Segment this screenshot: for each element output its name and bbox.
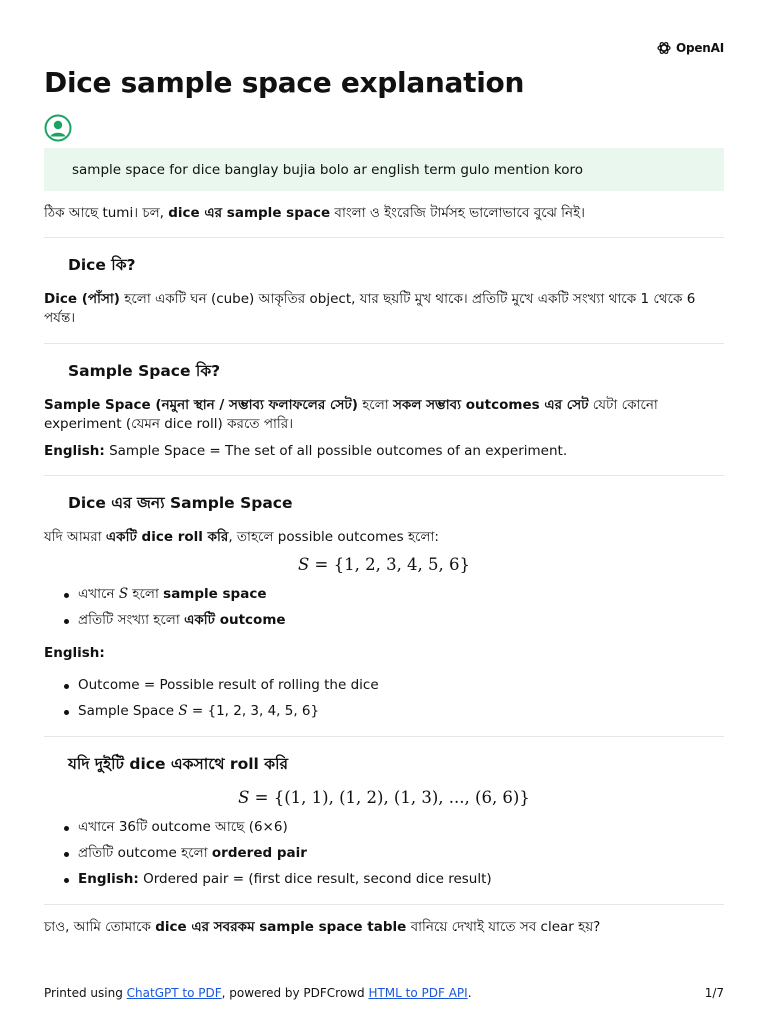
footer-credit: [44, 986, 472, 1000]
dice-definition: [44, 290, 724, 328]
text: = {1, 2, 3, 4, 5, 6}: [187, 703, 320, 719]
dice-definition-text: হলো একটি ঘন (cube) আকৃতির object, যার ছয়টি মুখ থাকে। প্রতিটি মুখে একটি সংখ্যা থাকে 1 থেকে 6 পর্যন্ত।: [44, 291, 696, 326]
sample-space-definition: [44, 396, 724, 434]
text: .: [467, 986, 472, 1000]
page-number: 1/7: [704, 986, 724, 1000]
formula-set: = {(1, 1), (1, 2), (1, 3), ..., (6, 6)}: [249, 788, 530, 807]
text: প্রতিটি সংখ্যা হলো: [78, 612, 185, 628]
assistant-response: [44, 200, 724, 937]
two-dice-formula: [44, 788, 724, 807]
html-to-pdf-api-link[interactable]: HTML to PDF API: [368, 986, 468, 1000]
divider: [44, 343, 724, 344]
text: যদি আমরা: [44, 529, 106, 545]
openai-logo-icon: [656, 40, 672, 56]
single-dice-list: [44, 585, 724, 630]
english-text: Sample Space = The set of all possible outcomes of an experiment.: [104, 443, 568, 459]
openai-brand: [656, 40, 724, 56]
math-variable: S: [118, 586, 129, 602]
section-heading-dice-sample-space: Dice এর জন্য Sample Space: [68, 494, 293, 512]
bold-text: dice এর সবরকম sample space table: [155, 919, 407, 935]
text: , powered by PDFCrowd: [221, 986, 369, 1000]
list-item: [44, 702, 724, 721]
divider: [44, 736, 724, 737]
list-item: এখানে 36টি outcome আছে (6×6): [44, 818, 724, 837]
math-variable: S: [178, 703, 188, 719]
formula-set: = {1, 2, 3, 4, 5, 6}: [309, 555, 471, 574]
user-avatar-icon: [44, 114, 72, 142]
list-item: [44, 844, 724, 863]
outcomes-set-term: সকল সম্ভাব্য outcomes এর সেট: [393, 397, 589, 413]
single-roll-paragraph: [44, 528, 724, 547]
single-roll-bold: একটি dice roll করি: [105, 529, 229, 545]
english-label: English:: [44, 645, 105, 661]
list-item: Outcome = Possible result of rolling the dice: [44, 676, 724, 695]
user-prompt: [44, 148, 724, 191]
text: এখানে: [78, 586, 119, 602]
intro-paragraph: [44, 204, 724, 223]
closing-paragraph: [44, 918, 724, 937]
text: Ordered pair = (first dice result, second dice result): [138, 871, 492, 887]
intro-text-end: বাংলা ও ইংরেজি টার্মসহ ভালোভাবে বুঝে নিই।: [330, 205, 585, 221]
brand-name: OpenAI: [675, 41, 724, 55]
text: Printed using: [44, 986, 127, 1000]
user-prompt-text: sample space for dice banglay bujia bolo ar english term gulo mention koro: [72, 161, 584, 178]
english-label: English:: [44, 443, 105, 459]
text: বানিয়ে দেখাই যাতে সব clear হয়?: [406, 919, 601, 935]
text: চাও, আমি তোমাকে: [44, 919, 156, 935]
divider: [44, 475, 724, 476]
section-heading-dice: Dice কি?: [68, 256, 136, 274]
chatgpt-to-pdf-link[interactable]: ChatGPT to PDF: [126, 986, 222, 1000]
dice-term: Dice (পাঁসা): [44, 291, 120, 307]
text: হলো: [357, 397, 393, 413]
english-label: English:: [78, 871, 139, 887]
bold-text: ordered pair: [211, 845, 307, 861]
page-title: Dice sample space explanation: [44, 66, 525, 99]
english-list: [44, 676, 724, 721]
section-heading-two-dice: যদি দুইটি dice একসাথে roll করি: [68, 755, 289, 773]
intro-bold: dice এর sample space: [168, 205, 331, 221]
page-footer: [44, 986, 724, 1000]
list-item: [44, 585, 724, 604]
text: হলো: [128, 586, 164, 602]
text: যেটা কোনো experiment (যেমন dice roll) করতে পারি।: [44, 397, 658, 432]
text: Sample Space: [78, 703, 179, 719]
sample-space-term: Sample Space (নমুনা স্থান / সম্ভাব্য ফলাফলের সেট): [44, 397, 358, 413]
english-heading: [44, 644, 724, 663]
section-heading-sample-space: Sample Space কি?: [68, 362, 221, 380]
formula-variable: S: [297, 555, 310, 574]
sample-space-english: [44, 442, 724, 461]
list-item: [44, 611, 724, 630]
divider: [44, 904, 724, 905]
bold-text: একটি outcome: [184, 612, 286, 628]
single-dice-formula: [44, 555, 724, 574]
text: , তাহলে possible outcomes হলো:: [228, 529, 439, 545]
intro-text: ঠিক আছে tumi। চল,: [44, 205, 169, 221]
bold-text: sample space: [163, 586, 267, 602]
two-dice-list: [44, 818, 724, 889]
list-item: [44, 870, 724, 889]
divider: [44, 237, 724, 238]
text: প্রতিটি outcome হলো: [78, 845, 212, 861]
formula-variable: S: [238, 788, 250, 807]
